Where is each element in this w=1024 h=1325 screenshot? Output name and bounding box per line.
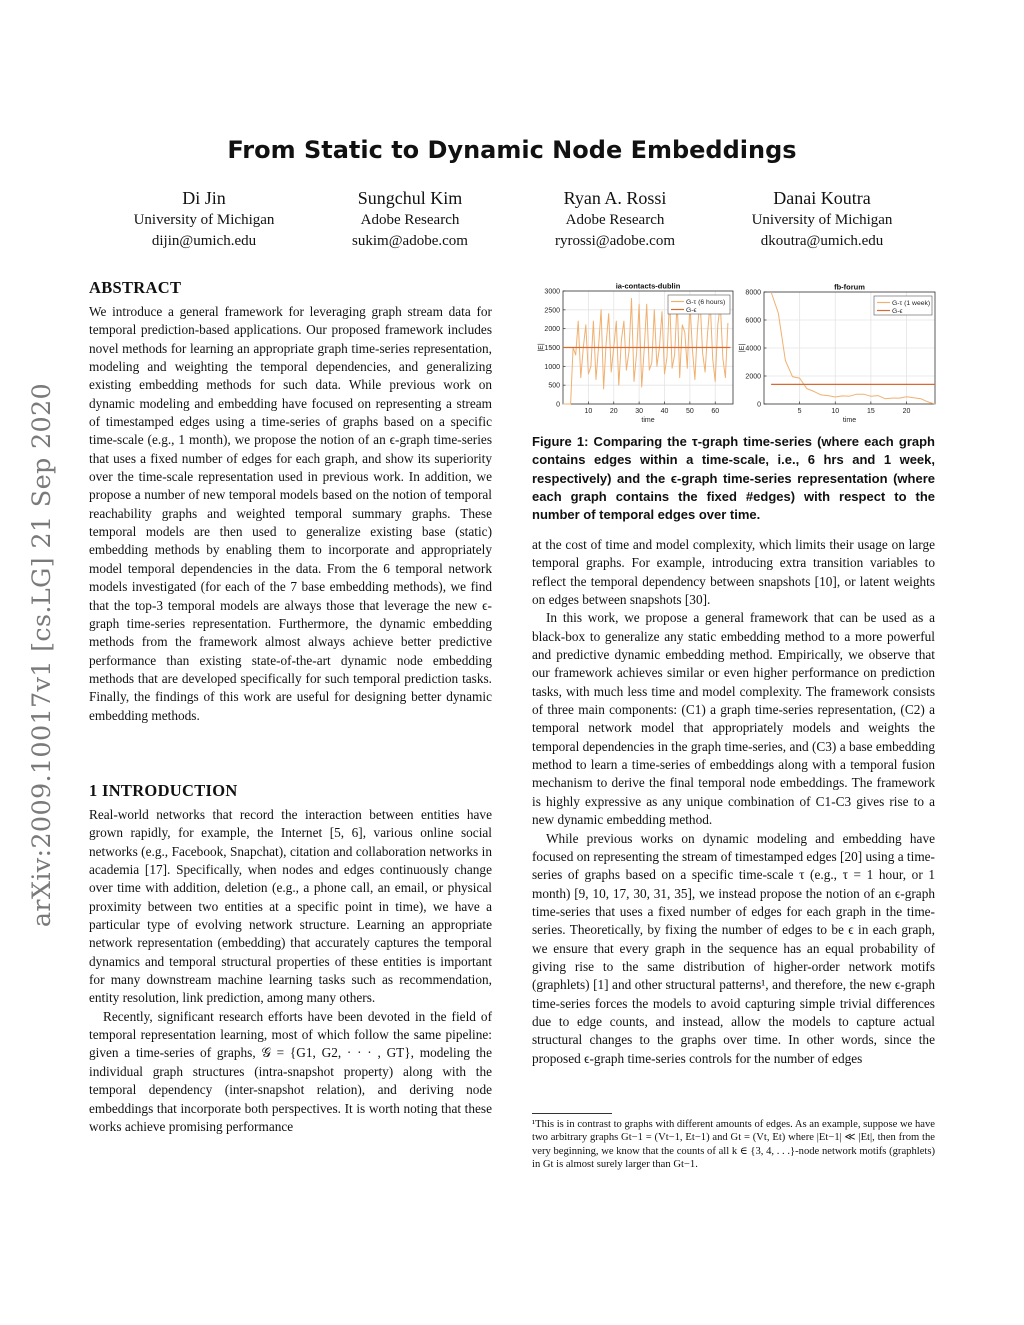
author-block: [722, 186, 922, 252]
x-tick-label: 30: [635, 408, 644, 415]
y-tick-label: 0: [757, 401, 761, 409]
y-tick-label: 500: [548, 382, 560, 390]
legend-label: G-τ (6 hours): [686, 299, 726, 306]
chart-fb-forum: [731, 281, 939, 429]
author-block: [310, 186, 510, 252]
x-axis-label: time: [641, 417, 655, 424]
author-email: ryrossi@adobe.com: [554, 233, 676, 249]
x-tick-label: 5: [797, 408, 802, 415]
author-name: Danai Koutra: [773, 188, 871, 208]
arxiv-identifier: [22, 345, 62, 965]
y-tick-label: 2000: [544, 326, 560, 334]
author-email: dkoutra@umich.edu: [760, 233, 884, 249]
legend-label: G-τ (1 week): [892, 300, 931, 307]
y-tick-label: 1000: [544, 363, 560, 371]
chart-ia-contacts-dublin: [528, 281, 736, 429]
x-tick-label: 15: [866, 408, 875, 415]
right-paragraph-2: In this work, we propose a general framework that can be used as a black-box to generalize any static embedding method to a more powerful and predictive dynamic embedding method. Empirically, we observe that our framework achieves similar or even higher performance on prediction tasks, with much less time and model complexity. The framework consists of three main components: (C1) a graph time-series representation, (C2) a temporal network model that appropriately models and weights the temporal dependencies in the graph time-series, and (C3) a base embedding method to learn a time-series of embeddings along with a temporal fusion mechanism to derive the final temporal node embeddings. The framework is highly expressive as any unique combination of C1-C3 gives rise to a new dynamic embedding method.: [532, 610, 935, 828]
author-name: Sungchul Kim: [357, 188, 463, 208]
x-axis-label: time: [842, 417, 857, 424]
arxiv-id-text: arXiv:2009.10017v1 [cs.LG] 21 Sep 2020: [27, 382, 57, 928]
abstract-text: [89, 303, 492, 725]
y-tick-label: 3000: [544, 288, 560, 296]
abstract-heading: ABSTRACT: [89, 278, 182, 297]
author-email: dijin@umich.edu: [151, 233, 257, 249]
legend-label: G-ϵ: [686, 307, 697, 314]
y-tick-label: 6000: [745, 317, 761, 325]
x-tick-label: 10: [831, 408, 840, 415]
right-column-text: [532, 536, 935, 1068]
legend-label: G-ϵ: [892, 308, 903, 315]
author-affiliation: University of Michigan: [751, 212, 893, 228]
y-tick-label: 2000: [745, 373, 761, 381]
footnote: ¹This is in contrast to graphs with different amounts of edges. As an example, suppose we have two arbitrary graphs Gt−1 = (Vt−1, Et−1) and Gt = (Vt, Et) where |Et−1| ≪ |Et|, then from the very beginning, we know that the counts of all k ∈ {3, 4, . . .}-node network motifs (graphlets) in Gt is almost surely larger than Gt−1.: [532, 1119, 935, 1171]
x-tick-label: 20: [902, 408, 911, 415]
y-tick-label: 4000: [745, 345, 761, 353]
chart-title: ia-contacts-dublin: [615, 281, 681, 291]
author-block: [104, 186, 304, 252]
right-paragraph-1: at the cost of time and model complexity, which limits their usage on large temporal graphs. For example, introducing extra transition variables to reflect the temporal dependency between snapshots [10], or latent weights on edges between snapshots [30].: [532, 537, 935, 608]
introduction-text: [89, 806, 492, 1136]
y-tick-label: 8000: [745, 289, 761, 297]
author-email: sukim@adobe.com: [352, 233, 468, 249]
abstract-paragraph: We introduce a general framework for leveraging graph stream data for temporal prediction-based applications. Our proposed framework includes novel methods for learning an appropriate graph time-series representation, modeling and weighting the temporal dependencies, and generalizing existing embedding methods for such data. While previous work on dynamic modeling and embedding have focused on representing a stream of timestamped edges using a time-series of graphs based on a specific time-scale (e.g., 1 month), we propose the notion of an ϵ-graph time-series that uses a fixed number of edges for each graph, and show its superiority over the time-scale representation used in previous work. In addition, we propose a number of new temporal models based on the notion of temporal reachability graphs and weighted temporal summary graphs. These temporal models are then used to generalize existing base (static) embedding methods by enabling them to incorporate and appropriately model temporal dependencies in the data. From the 6 temporal network models investigated (for each of the 7 base embedding methods), we find that the top-3 temporal models are always those that leverage the new ϵ-graph time-series representation. Furthermore, the dynamic embedding methods from the framework almost always achieve better predictive performance than existing state-of-the-art dynamic node embedding methods that are developed specifically for such temporal prediction tasks. Finally, the findings of this work are useful for designing better dynamic embedding methods.: [89, 304, 492, 723]
y-tick-label: 1500: [544, 345, 560, 352]
author-block: [515, 186, 715, 252]
x-tick-label: 40: [660, 408, 669, 415]
figure-caption: Figure 1: Comparing the τ-graph time-series (where each graph contains edges within a time-scale, i.e., 6 hrs and 1 week, respectively) and the ϵ-graph time-series representation (where each graph contains the fixed #edges) with respect to the number of temporal edges over time.: [532, 434, 935, 523]
introduction-heading: 1 INTRODUCTION: [89, 781, 238, 800]
x-tick-label: 20: [609, 408, 618, 415]
intro-paragraph-1: Real-world networks that record the interaction between entities have grown rapidly, for example, the Internet [5, 6], various online social networks (e.g., Facebook, Snapchat), citation and collaboration networks in academia [17]. Specifically, when nodes and edges continuously change over time with addition, deletion (e.g., a phone call, an email, or physical proximity between two entities at a specific point in time), we have a particular type of evolving network structure. Learning an appropriate network representation (embedding) that accurately captures the temporal dynamics and temporal structural properties of these entities is important for many downstream machine learning tasks such as recommendation, entity resolution, link prediction, among many others.: [89, 807, 492, 1006]
chart-title: fb-forum: [834, 282, 865, 292]
paper-title: From Static to Dynamic Node Embeddings: [227, 136, 797, 164]
y-axis-label: |E|: [538, 343, 545, 352]
x-tick-label: 10: [584, 408, 593, 415]
author-name: Ryan A. Rossi: [563, 188, 667, 208]
footnote-rule: [532, 1113, 612, 1114]
author-name: Di Jin: [182, 188, 226, 208]
author-affiliation: University of Michigan: [133, 212, 275, 228]
y-axis-label: |E|: [739, 343, 746, 353]
author-affiliation: Adobe Research: [360, 212, 460, 228]
y-tick-label: 2500: [544, 307, 560, 315]
author-affiliation: Adobe Research: [565, 212, 665, 228]
right-paragraph-3: While previous works on dynamic modeling and embedding have focused on representing the stream of timestamped edges [20] using a time-series of graphs based on a specific time-scale τ (e.g., τ = 1 hour, or 1 month) [9, 10, 17, 30, 31, 35], we instead propose the notion of an ϵ-graph time-series that uses a fixed number of edges for each graph in the time-series. Theoretically, by fixing the number of edges to be ϵ in each graph, we ensure that every graph in the sequence has an equal probability of giving rise to the same distribution of higher-order network motifs (graphlets) [1] and other structural patterns¹, and therefore, the new ϵ-graph time-series forces the models to avoid capturing simple trivial differences due to edge counts, and instead, allow the models to capture actual structural changes to the graphs over time. In other words, since the proposed ϵ-graph time-series controls for the number of edges: [532, 830, 935, 1066]
intro-paragraph-2: Recently, significant research efforts have been devoted in the field of temporal representation learning, most of which follow the same pipeline: given a time-series of graphs, 𝒢 = {G1, G2, · · · , GT}, modeling the individual graph structures (intra-snapshot property) along with the temporal dependency (inter-snapshot relation), and deriving node embeddings that incorporate both perspectives. It is worth noting that these works achieve promising performance: [89, 1008, 492, 1134]
series-line: [563, 299, 728, 405]
y-tick-label: 0: [556, 401, 560, 409]
x-tick-label: 50: [685, 408, 694, 415]
x-tick-label: 60: [711, 408, 720, 415]
